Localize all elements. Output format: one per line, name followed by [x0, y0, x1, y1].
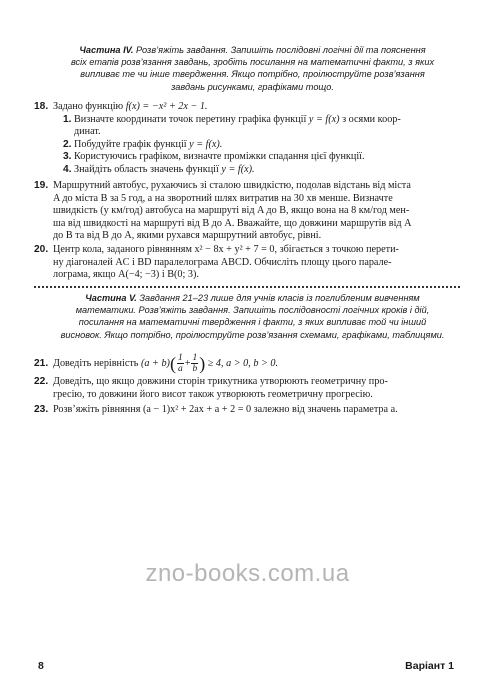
problem-number: 22.	[34, 376, 49, 387]
problem-number: 23.	[34, 404, 49, 415]
problem-18: 18. Задано функцію f(x) = −x² + 2x − 1. 1. Визначте координати точок перетину графіка функції y = f(x) з осями коор- динат. 2. Побудуйте графік функції y = f(x). 3. Користуючись графіком, визначте проміжки спадання цієї функції. 4. Знайдіть область значень функції y = f(x).	[34, 101, 460, 177]
subtask-1: 1. Визначте координати точок перетину графіка функції y = f(x) з осями коор- динат.	[63, 113, 401, 138]
problem-21: 21. Доведіть нерівність (a + b)( $\frac{1}{a}$ + $\frac{1}{b}$ ) ≥ 4, a > 0, b > 0.	[34, 353, 279, 375]
problem-number: 21.	[34, 358, 49, 369]
part-5-instructions: Частина V. Завдання 21–23 лише для учнів класів із поглибленим вивченням математики. Розв’яжіть завдання. Запишіть послідовності логічних кроків і дій, посилання на математичні твердження і факти, з яких випливає той чи інший висновок. Якщо потрібно, проілюструйте розв’язання схемами, графіками, таблицями.	[60, 293, 445, 340]
problem-number: 18.	[34, 101, 49, 112]
problem-number: 20.	[34, 244, 49, 255]
subtask-4: 4. Знайдіть область значень функції y = f(x).	[63, 163, 255, 175]
subtask-3: 3. Користуючись графіком, визначте проміжки спадання цієї функції.	[63, 151, 365, 163]
part-4-instructions: Частина IV. Розв’яжіть завдання. Запишіть послідовні логічні дії та пояснення всіх етапів розв’язання завдань, зробіть посилання на математичні факти, з яких випливає те чи інше твердження. Якщо потрібно, проілюструйте розв’язання завдань рисунками, графіками тощо.	[70, 45, 435, 92]
problem-number: 19.	[34, 180, 49, 191]
problem-23: 23. Розв’яжіть рівняння (a − 1)x² + 2ax + a + 2 = 0 залежно від значень параметра a.	[34, 404, 398, 415]
part-4-label: Частина IV.	[79, 45, 134, 55]
variant-label: Варіант 1	[405, 660, 454, 672]
problem-22: 22. Доведіть, що якщо довжини сторін трикутника утворюють геометричну про- гресію, то довжини його висот також утворюють геометричну прогресію.	[34, 376, 388, 400]
fraction-1-over-a: $\frac{1}{a}$	[177, 353, 183, 375]
problem-19: 19. Маршрутний автобус, рухаючись зі сталою швидкістю, подолав відстань від міста A до міста B за 5 год, а на зворотний шлях витратив на 30 хв менше. Визначте швидкість (у км/год) автобуса на маршруті від A до B, якщо вона на 8 км/год мен- ша від швидкості на маршруті від B до A. Вважайте, що довжини маршрутів від A до B та від B до A, якими рухався маршрутний автобус, рівні.	[34, 180, 412, 242]
section-divider	[34, 286, 460, 288]
part-5-label: Частина V.	[85, 293, 137, 303]
watermark: zno-books.com.ua	[145, 560, 350, 587]
subtask-2: 2. Побудуйте графік функції y = f(x).	[63, 138, 223, 150]
page-number: 8	[38, 660, 44, 672]
fraction-1-over-b: $\frac{1}{b}$	[192, 353, 198, 375]
problem-20: 20. Центр кола, заданого рівнянням x² − 8x + y² + 7 = 0, збігається з точкою перети- ну діагоналей AC і BD паралелограма ABCD. Обчисліть площу цього парале- лограма, якщо A(−4; −3) і B(0; 3).	[34, 244, 399, 281]
